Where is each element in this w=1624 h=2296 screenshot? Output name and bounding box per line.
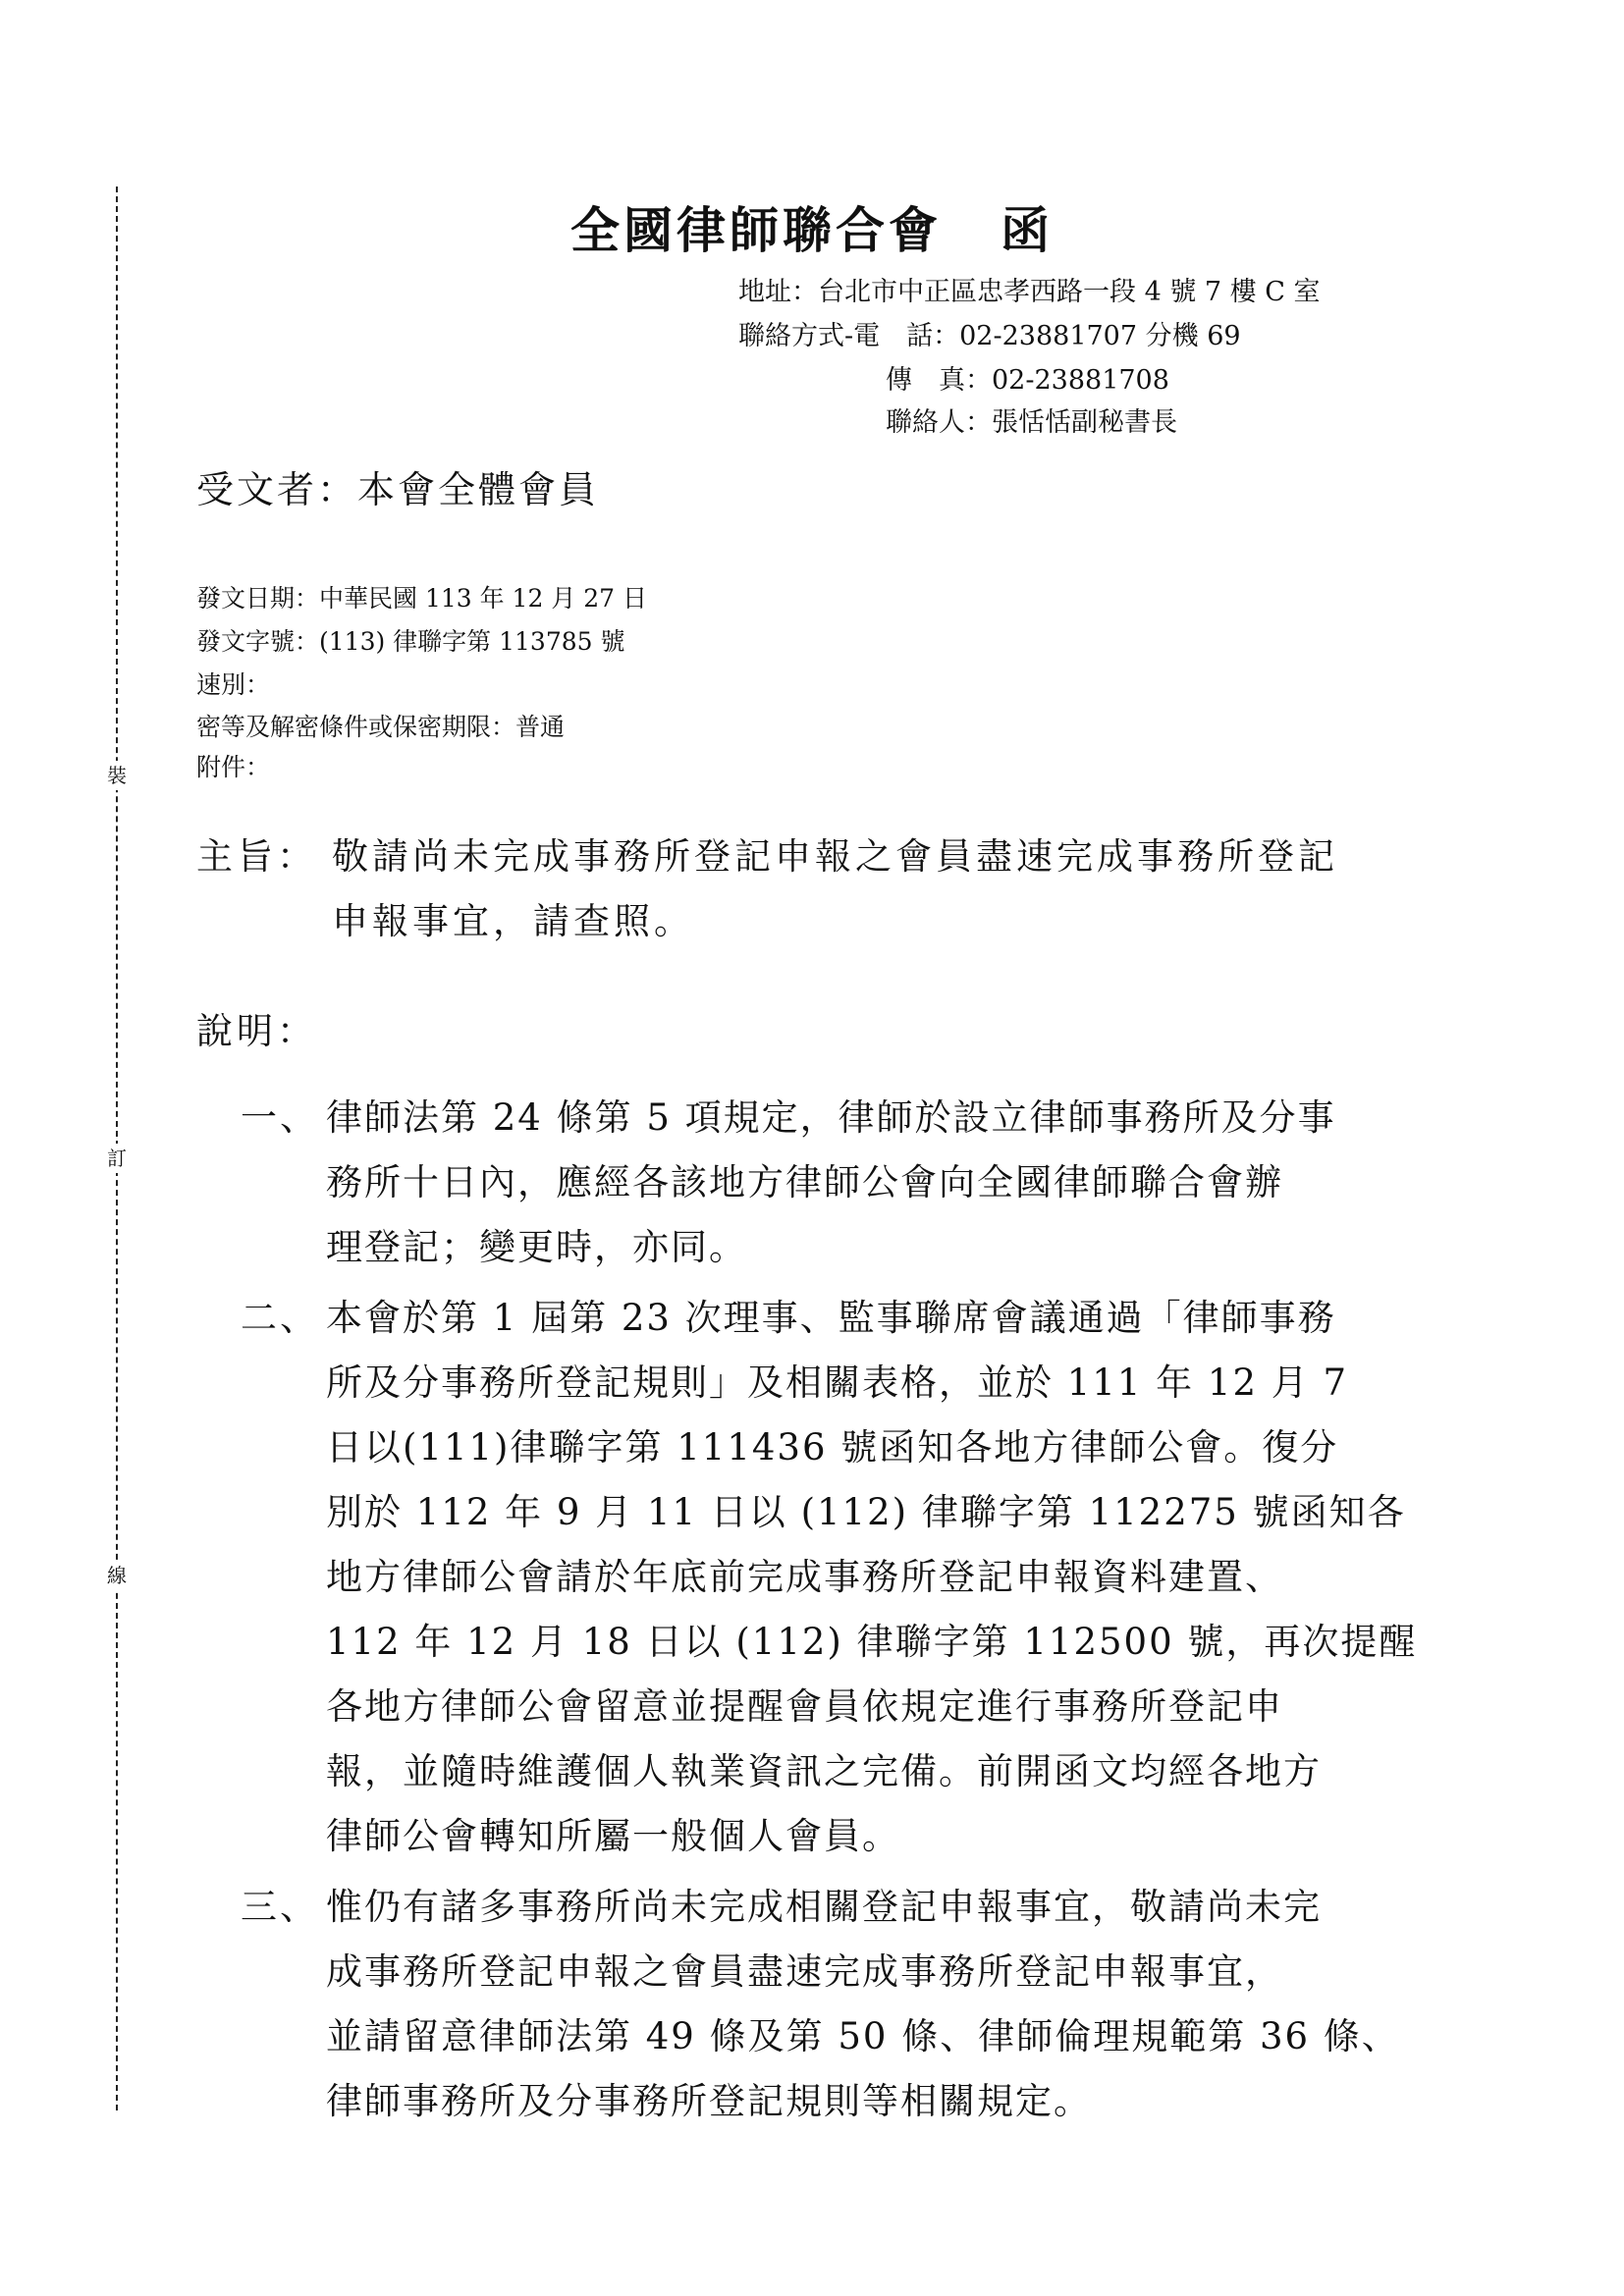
item-line: 地方律師公會請於年底前完成事務所登記申報資料建置、 [326,1556,1283,1598]
item-line: 成事務所登記申報之會員盡速完成事務所登記申報事宜， [326,1950,1283,1993]
explanation-label: 說明： [196,1010,317,1052]
contact-address: 地址：台北市中正區忠孝西路一段 4 號 7 樓 C 室 [738,277,1321,307]
item-number: 一、 [241,1096,319,1139]
item-line: 並請留意律師法第 49 條及第 50 條、律師倫理規範第 36 條、 [326,2015,1400,2057]
org-name: 全國律師聯合會 [570,202,942,259]
meta-security: 密等及解密條件或保密期限：普通 [196,713,566,741]
item-line: 律師事務所及分事務所登記規則等相關規定。 [326,2080,1092,2122]
item-line: 112 年 12 月 18 日以 (112) 律聯字第 112500 號，再次提醒 [326,1621,1418,1663]
item-line: 理登記；變更時，亦同。 [326,1226,747,1268]
meta-attachment: 附件： [196,753,271,781]
meta-doc-number: 發文字號：(113) 律聯字第 113785 號 [196,627,625,656]
subject-label: 主旨： [196,835,317,878]
item-line: 日以(111)律聯字第 111436 號函知各地方律師公會。復分 [326,1426,1339,1468]
subject-line: 申報事宜，請查照。 [332,900,694,942]
item-line: 各地方律師公會留意並提醒會員依規定進行事務所登記申 [326,1685,1283,1728]
binding-mark-ding: 訂 [102,1144,132,1173]
item-number: 三、 [241,1886,319,1928]
item-line: 務所十日內，應經各該地方律師公會向全國律師聯合會辦 [326,1161,1283,1203]
meta-date: 發文日期：中華民國 113 年 12 月 27 日 [196,584,648,613]
item-line: 報，並隨時維護個人執業資訊之完備。前開函文均經各地方 [326,1750,1322,1792]
contact-person: 聯絡人：張恬恬副秘書長 [886,407,1177,438]
meta-speed: 速別： [196,670,271,699]
item-line: 所及分事務所登記規則」及相關表格，並於 111 年 12 月 7 [326,1362,1349,1404]
item-line: 律師公會轉知所屬一般個人會員。 [326,1815,900,1857]
document-title [0,191,1624,262]
contact-phone: 聯絡方式-電 話：02-23881707 分機 69 [738,321,1241,351]
item-line: 本會於第 1 屆第 23 次理事、監事聯席會議通過「律師事務 [326,1297,1336,1339]
recipient: 受文者：本會全體會員 [196,468,600,511]
contact-fax: 傳 真：02-23881708 [886,365,1169,396]
binding-mark-xian: 線 [102,1561,132,1590]
item-line: 惟仍有諸多事務所尚未完成相關登記申報事宜，敬請尚未完 [326,1886,1322,1928]
binding-mark-zhuang: 裝 [102,761,132,790]
item-line: 別於 112 年 9 月 11 日以 (112) 律聯字第 112275 號函知各 [326,1491,1406,1533]
item-line: 律師法第 24 條第 5 項規定，律師於設立律師事務所及分事 [326,1096,1336,1139]
item-number: 二、 [241,1297,319,1339]
subject-line: 敬請尚未完成事務所登記申報之會員盡速完成事務所登記 [332,835,1338,878]
doc-type: 函 [1001,202,1054,259]
